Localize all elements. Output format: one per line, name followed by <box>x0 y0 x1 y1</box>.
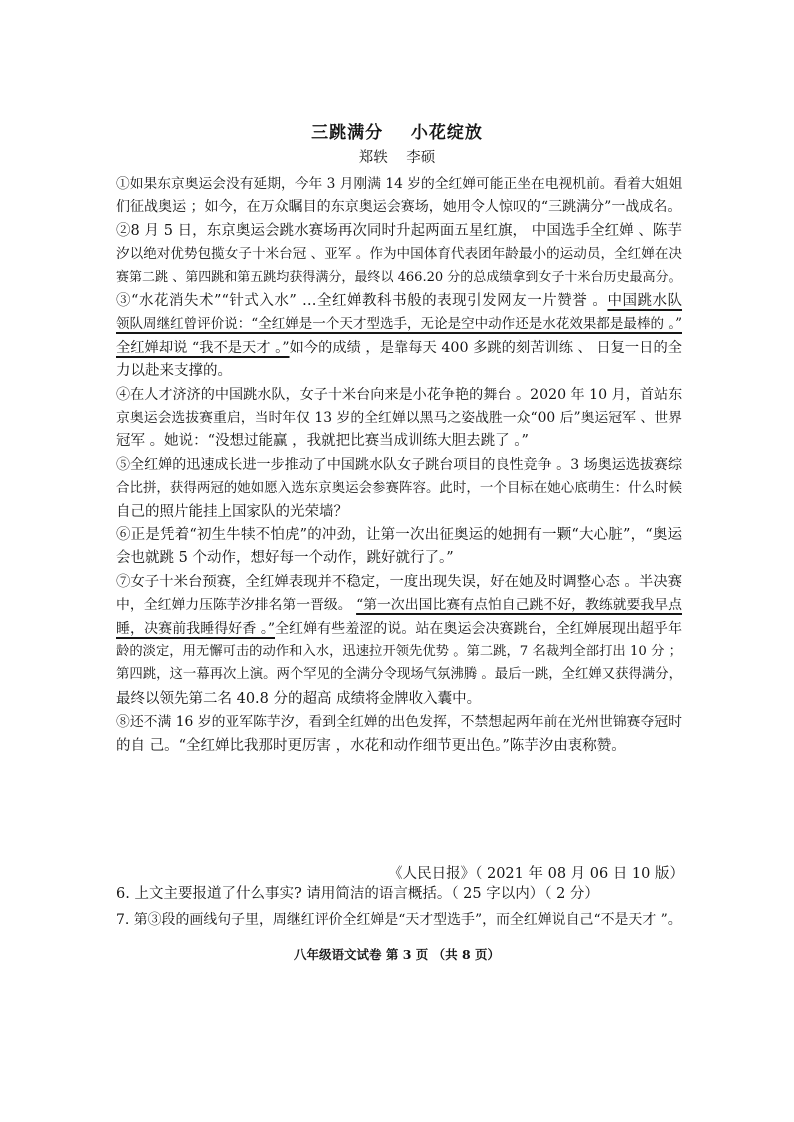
article-line <box>116 572 682 592</box>
line-text: ①如果东京奥运会没有延期，今年 3 月刚满 14 岁的全红婵可能正坐在电视机前。看着大姐姐 <box>116 176 683 192</box>
line-text: 赛第二跳 、第四跳和第五跳均获得满分，最终以 466.20 分的总成绩拿到女子十米台历史最高分。 <box>116 269 682 285</box>
line-text: 的自 己。“全红婵比我那时更厉害 ，水花和动作细节更出色。”陈芋汐由衷称赞。 <box>116 737 626 754</box>
article-line <box>116 619 682 639</box>
article-line <box>116 502 682 522</box>
line-text: 全红婵有些羞涩的说。站在奥运会决赛跳台，全红婵展现出超乎年 <box>275 620 682 637</box>
article-title: 三跳满分 小花绽放 <box>311 123 483 143</box>
underlined-sentence: 领队周继红曾评价说：“全红婵是一个天才型选手，无论是空中动作还是水花效果都是最棒的 。” <box>116 316 682 333</box>
line-text: ⑧还不满 16 岁的亚军陈芋汐，看到全红婵的出色发挥，不禁想起两年前在光州世锦赛夺冠时 <box>116 714 682 731</box>
article-line <box>116 361 682 381</box>
question-7: 7. 第③段的画线句子里，周继红评价全红婵是“天才型选手”，而全红婵说自己“不是天才 ”。 <box>116 912 682 928</box>
line-text: 冠军 。她说：“没想过能赢 ，我就把比赛当成训练大胆去跳了 。” <box>116 433 529 450</box>
line-text: ②8 月 5 日，东京奥运会跳水赛场再次同时升起两面五星红旗， 中国选手全红婵 、陈芋 <box>116 222 682 239</box>
line-text: 自己的照片能挂上国家队的光荣墙？ <box>116 503 348 520</box>
article-line <box>116 408 682 428</box>
article-line <box>116 314 682 334</box>
article-line <box>116 642 682 662</box>
article-line <box>116 689 682 709</box>
article-line <box>116 221 682 241</box>
article-line <box>116 197 682 217</box>
article-line <box>116 595 682 615</box>
line-text: ⑦女子十米台预赛，全红婵表现并不稳定，一度出现失误，好在她及时调整心态 。半决赛 <box>116 573 682 590</box>
line-text: 汐以绝对优势包揽女子十米台冠 、亚军 。作为中国体育代表团年龄最小的运动员，全红婵在决 <box>116 246 682 263</box>
article-line <box>116 548 682 568</box>
line-text: 力以赴来支撑的。 <box>116 363 232 380</box>
article-line <box>116 431 682 451</box>
underlined-sentence: 中国跳水队 <box>607 293 683 309</box>
article-line <box>116 338 682 358</box>
article-line <box>116 525 682 545</box>
article-line <box>116 736 682 756</box>
underlined-sentence: 睡，决赛前我睡得好香 。” <box>116 620 275 637</box>
page-footer: 八年级语文试卷 第 3 页 （共 8 页） <box>293 947 500 962</box>
article-line <box>116 478 682 498</box>
line-text: ⑥正是凭着“初生牛犊不怕虎”的冲劲，让第一次出征奥运的她拥有一颗“大心脏”，“奥运 <box>116 527 682 543</box>
article-line <box>116 385 682 405</box>
question-6: 6. 上文主要报道了什么事实? 请用简洁的语言概括。（ 25 字以内）（ 2 分） <box>116 886 599 902</box>
line-text: 最终以领先第二名 40.8 分的超高 成绩将金牌收入囊中。 <box>116 690 482 707</box>
line-text: 龄的淡定，用无懈可击的动作和入水，迅速拉开领先优势 。第二跳，7 名裁判全部打出 10 分 ； <box>116 644 682 659</box>
article-line <box>116 244 682 264</box>
line-text: 会也就跳 5 个动作，想好每一个动作，跳好就行了。” <box>116 550 454 567</box>
article-line <box>116 665 682 685</box>
article-line <box>116 268 682 288</box>
line-text: 如今的成绩 ，是靠每天 400 多跳的刻苦训练 、 日复一日的全 <box>289 339 682 356</box>
line-text: 们征战奥运 ；如今，在万众瞩目的东京奥运会赛场，她用令人惊叹的“三跳满分”一战成名。 <box>116 199 682 216</box>
line-text: ③“水花消失术”“针式入水” …全红婵教科书般的表现引发网友一片赞誉 。 <box>116 293 608 309</box>
article-line <box>116 291 682 311</box>
article-source: 《人民日报》（ 2021 年 08 月 06 日 10 版） <box>388 866 684 882</box>
underlined-sentence: “第一次出国比赛有点怕自己跳不好，教练就要我早点 <box>356 597 682 614</box>
line-text: 第四跳，这一幕再次上演。两个罕见的全满分令现场气氛沸腾 。最后一跳，全红婵又获得满分， <box>116 667 682 683</box>
underlined-sentence: 全红婵却说 “我不是天才 。” <box>116 339 290 356</box>
line-text: 京奥运会选拔赛重启，当时年仅 13 岁的全红婵以黑马之姿战胜一众“00 后”奥运冠军 、世界 <box>116 410 682 426</box>
article-line <box>116 455 682 475</box>
line-text: 中，全红婵力压陈芋汐排名第一晋级。 <box>116 597 357 614</box>
article-authors: 郑轶 李硕 <box>358 150 436 166</box>
article-line <box>116 174 682 194</box>
line-text: ④在人才济济的中国跳水队，女子十米台向来是小花争艳的舞台 。2020 年 10 月，首站东 <box>116 386 683 403</box>
article-line <box>116 712 682 732</box>
line-text: ⑤全红婵的迅速成长进一步推动了中国跳水队女子跳台项目的良性竞争 。3 场奥运选拔赛综 <box>116 456 682 473</box>
line-text: 合比拼，获得两冠的她如愿入选东京奥运会参赛阵容。此时，一个目标在她心底萌生：什么时候 <box>116 480 682 497</box>
